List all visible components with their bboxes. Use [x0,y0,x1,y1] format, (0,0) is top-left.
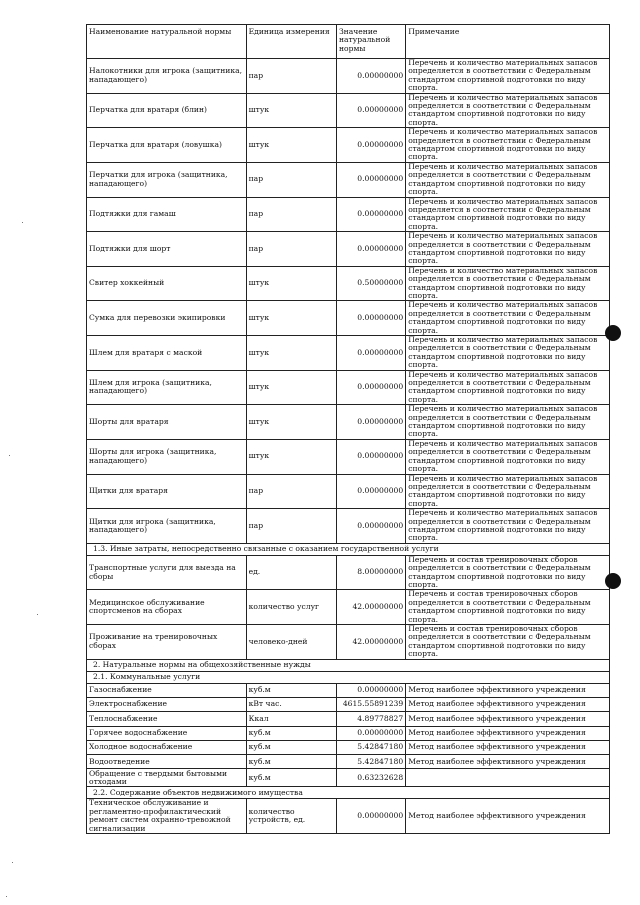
table-row [87,266,610,301]
row-note: Метод наиболее эффективного учреждения [406,740,610,754]
row-unit: кВт час. [246,697,336,711]
row-name: Холодное водоснабжение [87,740,247,754]
row-value: 0.00000000 [336,336,405,371]
row-value: 8.00000000 [336,555,405,590]
row-name: Медицинское обслуживание спортсменов на сборах [87,590,247,625]
row-unit: куб.м [246,755,336,769]
scan-speck [12,862,13,863]
table-row [87,232,610,267]
table-row [87,197,610,232]
scan-speck [37,614,38,615]
row-name: Обращение с твердыми бытовыми отходами [87,769,247,787]
row-unit: количество услуг [246,590,336,625]
row-name: Подтяжки для шорт [87,232,247,267]
table-row [87,336,610,371]
row-name: Водоотведение [87,755,247,769]
row-note: Метод наиболее эффективного учреждения [406,799,610,834]
header-note: Примечание [406,25,610,59]
row-unit: штук [246,301,336,336]
binder-hole-upper [605,325,621,341]
row-value: 0.63232628 [336,769,405,787]
row-name: Подтяжки для гамаш [87,197,247,232]
table-row [87,740,610,754]
row-unit: количество устройств, ед. [246,799,336,834]
row-note: Метод наиболее эффективного учреждения [406,755,610,769]
row-name: Щитки для игрока (защитника, нападающего) [87,509,247,544]
table-row [87,59,610,94]
section-property: 2.2. Содержание объектов недвижимого имущества [87,787,610,799]
row-note: Перечень и количество материальных запасов определяется в соответствии с Федеральным стандартом спортивной подготовки по виду спорта. [406,232,610,267]
table-header-row [87,25,610,59]
row-note: Метод наиболее эффективного учреждения [406,726,610,740]
table-row [87,625,610,660]
section-row [87,671,610,683]
row-unit: штук [246,405,336,440]
table-row [87,474,610,509]
row-name: Шорты для игрока (защитника, нападающего) [87,439,247,474]
row-value: 0.00000000 [336,509,405,544]
row-note: Перечень и количество материальных запасов определяется в соответствии с Федеральным стандартом спортивной подготовки по виду спорта. [406,301,610,336]
section-row [87,659,610,671]
section-utilities: 2.1. Коммунальные услуги [87,671,610,683]
row-unit: штук [246,370,336,405]
row-unit: человеко-дней [246,625,336,660]
row-value: 0.00000000 [336,370,405,405]
row-note: Перечень и количество материальных запасов определяется в соответствии с Федеральным стандартом спортивной подготовки по виду спорта. [406,128,610,163]
table-row [87,301,610,336]
header-name: Наименование натуральной нормы [87,25,247,59]
row-value: 0.00000000 [336,799,405,834]
row-value: 5.42847180 [336,755,405,769]
row-value: 5.42847180 [336,740,405,754]
row-value: 0.50000000 [336,266,405,301]
row-unit: штук [246,266,336,301]
table-row [87,726,610,740]
row-name: Горячее водоснабжение [87,726,247,740]
row-value: 42.00000000 [336,590,405,625]
row-unit: штук [246,128,336,163]
row-note: Перечень и количество материальных запасов определяется в соответствии с Федеральным стандартом спортивной подготовки по виду спорта. [406,197,610,232]
row-value: 0.00000000 [336,726,405,740]
table-row [87,697,610,711]
row-value: 0.00000000 [336,474,405,509]
scan-speck [6,896,7,897]
row-note: Перечень и количество материальных запасов определяется в соответствии с Федеральным стандартом спортивной подготовки по виду спорта. [406,474,610,509]
row-name: Шорты для вратаря [87,405,247,440]
row-value: 0.00000000 [336,128,405,163]
row-note: Перечень и количество материальных запасов определяется в соответствии с Федеральным стандартом спортивной подготовки по виду спорта. [406,439,610,474]
row-value: 4615.55891239 [336,697,405,711]
table-row [87,439,610,474]
row-note: Перечень и количество материальных запасов определяется в соответствии с Федеральным стандартом спортивной подготовки по виду спорта. [406,266,610,301]
row-unit: куб.м [246,683,336,697]
row-note: Перечень и состав тренировочных сборов определяется в соответствии с Федеральным стандартом спортивной подготовки по виду спорта. [406,625,610,660]
row-note: Перечень и состав тренировочных сборов определяется в соответствии с Федеральным стандартом спортивной подготовки по виду спорта. [406,590,610,625]
row-note: Перечень и количество материальных запасов определяется в соответствии с Федеральным стандартом спортивной подготовки по виду спорта. [406,370,610,405]
row-unit: штук [246,439,336,474]
table-row [87,755,610,769]
row-name: Проживание на тренировочных сборах [87,625,247,660]
table-row [87,799,610,834]
row-note: Перечень и количество материальных запасов определяется в соответствии с Федеральным стандартом спортивной подготовки по виду спорта. [406,509,610,544]
table-row [87,590,610,625]
scan-speck [22,222,23,223]
row-name: Электроснабжение [87,697,247,711]
row-name: Теплоснабжение [87,712,247,726]
row-unit: куб.м [246,769,336,787]
table-row [87,93,610,128]
row-note: Метод наиболее эффективного учреждения [406,697,610,711]
row-name: Техническое обслуживание и регламентно-профилактический ремонт систем охранно-тревожной сигнализации [87,799,247,834]
table-row [87,712,610,726]
table-row [87,405,610,440]
row-name: Транспортные услуги для выезда на сборы [87,555,247,590]
natural-norms-table [86,24,610,834]
row-unit: пар [246,197,336,232]
row-note: Перечень и количество материальных запасов определяется в соответствии с Федеральным стандартом спортивной подготовки по виду спорта. [406,336,610,371]
table-row [87,162,610,197]
section-other-costs: 1.3. Иные затраты, непосредственно связанные с оказанием государственной услуги [87,543,610,555]
row-unit: Ккал [246,712,336,726]
row-name: Перчатка для вратаря (ловушка) [87,128,247,163]
row-value: 0.00000000 [336,232,405,267]
row-unit: ед. [246,555,336,590]
row-unit: пар [246,162,336,197]
header-value: Значение натуральной нормы [336,25,405,59]
section-row [87,543,610,555]
row-unit: пар [246,474,336,509]
row-value: 0.00000000 [336,197,405,232]
row-note: Перечень и состав тренировочных сборов определяется в соответствии с Федеральным стандартом спортивной подготовки по виду спорта. [406,555,610,590]
table-row [87,683,610,697]
header-unit: Единица измерения [246,25,336,59]
table-row [87,128,610,163]
row-unit: куб.м [246,726,336,740]
row-value: 0.00000000 [336,405,405,440]
row-name: Шлем для вратаря с маской [87,336,247,371]
table-row [87,370,610,405]
row-name: Перчатка для вратаря (блин) [87,93,247,128]
row-value: 0.00000000 [336,93,405,128]
row-value: 0.00000000 [336,59,405,94]
row-name: Газоснабжение [87,683,247,697]
row-note: Перечень и количество материальных запасов определяется в соответствии с Федеральным стандартом спортивной подготовки по виду спорта. [406,162,610,197]
row-value: 0.00000000 [336,439,405,474]
row-note: Перечень и количество материальных запасов определяется в соответствии с Федеральным стандартом спортивной подготовки по виду спорта. [406,93,610,128]
row-name: Шлем для игрока (защитника, нападающего) [87,370,247,405]
row-value: 0.00000000 [336,162,405,197]
row-unit: пар [246,232,336,267]
row-value: 4.89778827 [336,712,405,726]
row-unit: штук [246,336,336,371]
row-name: Щитки для вратаря [87,474,247,509]
row-note: Метод наиболее эффективного учреждения [406,683,610,697]
table-row [87,509,610,544]
section-general-needs: 2. Натуральные нормы на общехозяйственные нужды [87,659,610,671]
row-name: Налокотники для игрока (защитника, нападающего) [87,59,247,94]
row-unit: пар [246,509,336,544]
scan-speck [9,455,10,456]
binder-hole-lower [605,573,621,589]
row-note: Перечень и количество материальных запасов определяется в соответствии с Федеральным стандартом спортивной подготовки по виду спорта. [406,405,610,440]
row-note: Метод наиболее эффективного учреждения [406,712,610,726]
row-unit: куб.м [246,740,336,754]
row-unit: пар [246,59,336,94]
table-row [87,555,610,590]
row-note [406,769,610,787]
row-name: Перчатки для игрока (защитника, нападающего) [87,162,247,197]
row-value: 42.00000000 [336,625,405,660]
row-name: Свитер хоккейный [87,266,247,301]
row-note: Перечень и количество материальных запасов определяется в соответствии с Федеральным стандартом спортивной подготовки по виду спорта. [406,59,610,94]
section-row [87,787,610,799]
table-row [87,769,610,787]
row-value: 0.00000000 [336,301,405,336]
row-name: Сумка для перевозки экипировки [87,301,247,336]
row-unit: штук [246,93,336,128]
row-value: 0.00000000 [336,683,405,697]
